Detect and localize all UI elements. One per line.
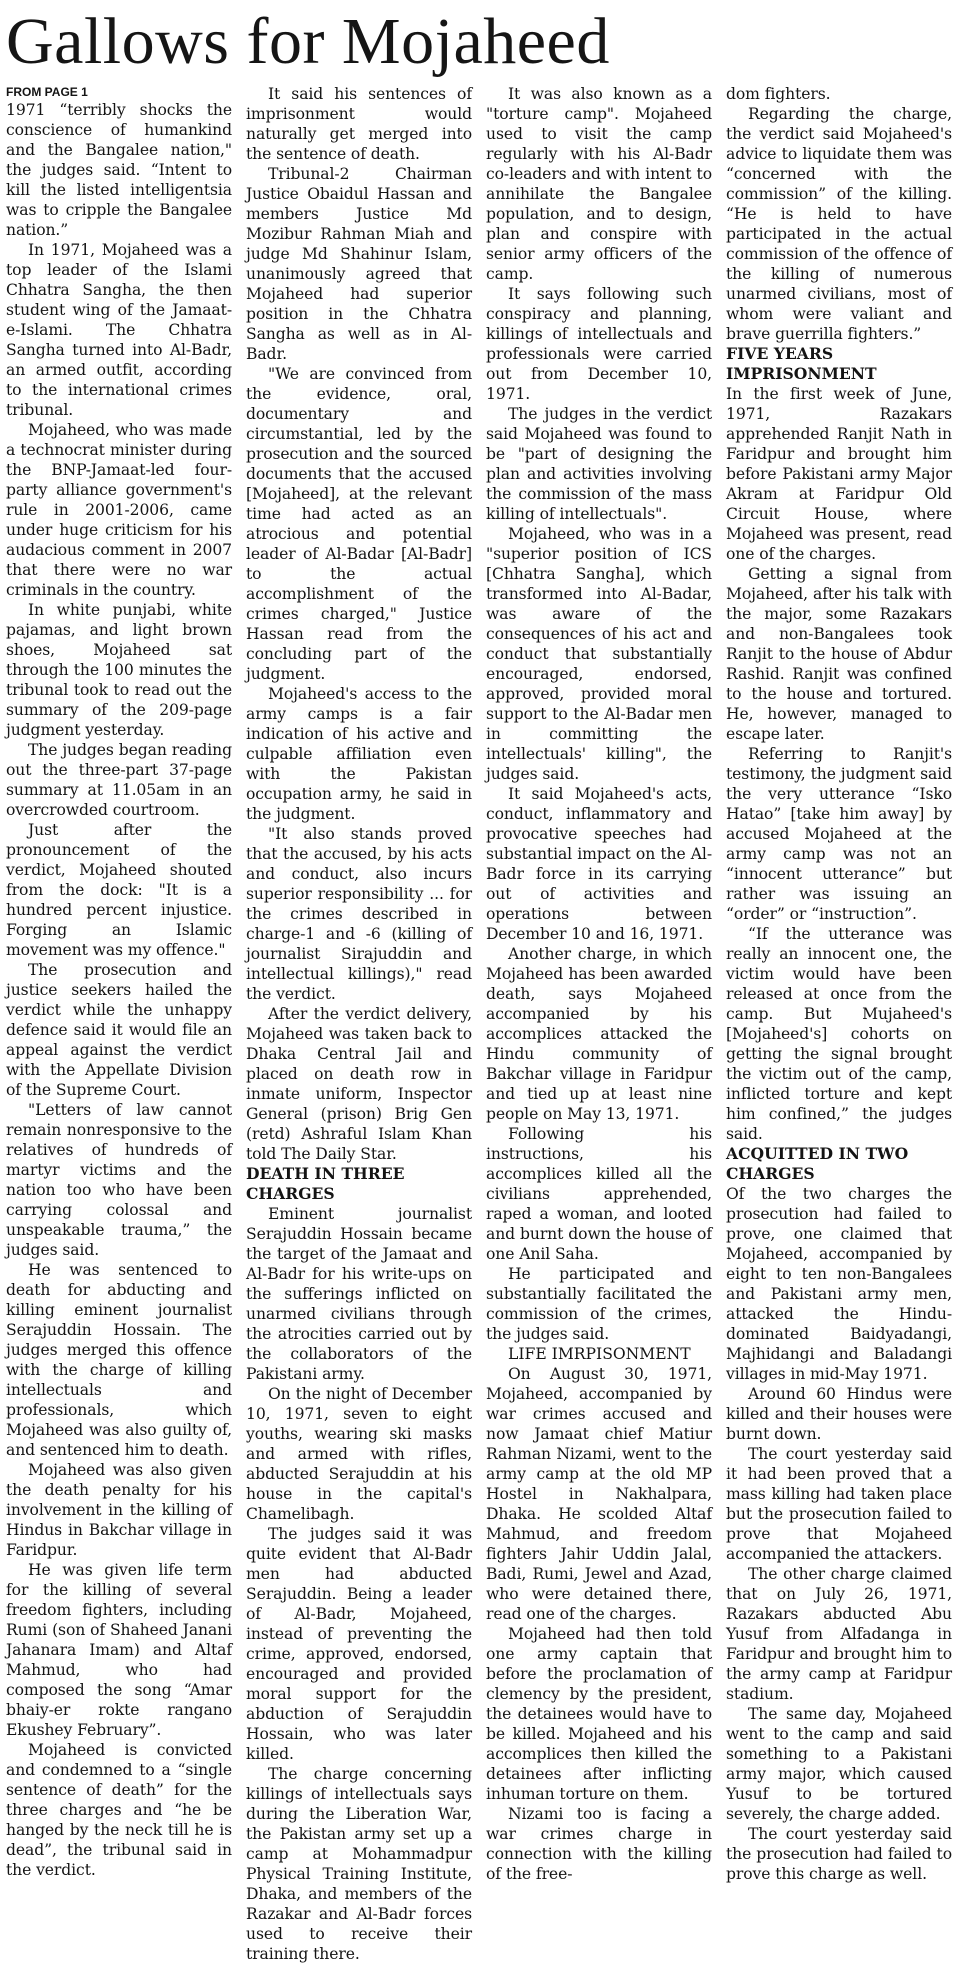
paragraph: The charge concerning killings of intellectuals says during the Liberation War, the Pakistan army set up a camp at Mohammadpur Physical Training Institute, Dhaka, and members of the Razakar and Al-Badr forces used to receive their training there. xyxy=(246,1765,472,1963)
paragraph: Eminent journalist Serajuddin Hossain became the target of the Jamaat and Al-Badr for his write-ups on the sufferings inflicted on unarmed civilians through the atrocities carried out by the collaborators of the Pakistani army. xyxy=(246,1205,472,1383)
paragraph: He was given life term for the killing of several freedom fighters, including Rumi (son of Shaheed Janani Jahanara Imam) and Altaf Mahmud, who had composed the song “Amar bhaiy-er rokte rangano Ekushey February”. xyxy=(6,1561,232,1739)
paragraph: It says following such conspiracy and planning, killings of intellectuals and professionals were carried out from December 10, 1971. xyxy=(486,285,712,403)
column-4-paragraphs-b xyxy=(726,564,952,1144)
paragraph: 1971 “terribly shocks the conscience of humankind and the Bangalee nation," the judges said. “Intent to kill the listed intelligentsia was to cripple the Bangalee nation.” xyxy=(6,101,232,239)
paragraph: Mojaheed was also given the death penalty for his involvement in the killing of Hindus in Bakchar village in Faridpur. xyxy=(6,1461,232,1559)
column-2-paragraphs-b xyxy=(246,1204,472,1964)
paragraph: Nizami too is facing a war crimes charge in connection with the killing of the free- xyxy=(486,1805,712,1883)
paragraph: "It also stands proved that the accused, by his acts and conduct, also incurs superior responsibility ... for the crimes described in charge-1 and -6 (killing of journalist Sirajuddin and intellectual killings)," read the verdict. xyxy=(246,825,472,1003)
paragraph: He participated and substantially facilitated the commission of the crimes, the judges said. xyxy=(486,1265,712,1343)
paragraph: "Letters of law cannot remain nonresponsive to the relatives of hundreds of martyr victims and the nation too who have been carrying colossal and unspeakable trauma,” the judges said. xyxy=(6,1101,232,1259)
paragraph: Just after the pronouncement of the verdict, Mojaheed shouted from the dock: "It is a hundred percent injustice. Forging an Islamic movement was my offence." xyxy=(6,821,232,959)
paragraph: “If the utterance was really an innocent one, the victim would have been released at once from the camp. But Mujaheed's [Mojaheed's] cohorts on getting the signal brought the victim out of the camp, inflicted torture and kept him confined,” the judges said. xyxy=(726,925,952,1143)
column-4-paragraphs-c xyxy=(726,1384,952,1884)
five-years-lead-paragraph: In the first week of June, 1971, Razakars apprehended Ranjit Nath in Faridpur and brought him before Pakistani army Major Akram at Faridpur Old Circuit House, where Mojaheed was present, read one of the charges. xyxy=(726,385,952,563)
column-1 xyxy=(6,84,232,1964)
paragraph: In white punjabi, white pajamas, and light brown shoes, Mojaheed sat through the 100 minutes the tribunal took to read out the summary of the 209-page judgment yesterday. xyxy=(6,601,232,739)
paragraph: It was also known as a "torture camp". Mojaheed used to visit the camp regularly with his Al-Badr co-leaders and with intent to annihilate the Bangalee population, and to design, plan and conspire with senior army officers of the camp. xyxy=(486,85,712,283)
paragraph: Referring to Ranjit's testimony, the judgment said the very utterance “Isko Hatao” [take him away] by accused Mojaheed at the army camp was not an “innocent utterance” but rather was issuing an “order” or “instruction”. xyxy=(726,745,952,923)
paragraph: Mojaheed's access to the army camps is a fair indication of his active and culpable affiliation even with the Pakistan occupation army, he said in the judgment. xyxy=(246,685,472,823)
article-body xyxy=(6,84,952,1963)
continued-from-kicker: FROM PAGE 1 xyxy=(6,85,88,99)
paragraph: The judges said it was quite evident that Al-Badr men had abducted Serajuddin. Being a leader of Al-Badr, Mojaheed, instead of preventing the crime, approved, endorsed, encouraged and provided moral support for the abduction of Serajuddin Hossain, who was later killed. xyxy=(246,1525,472,1763)
paragraph: Mojaheed had then told one army captain that before the proclamation of clemency by the president, the detainees would have to be killed. Mojaheed and his accomplices then killed the detainees after inflicting inhuman torture on them. xyxy=(486,1625,712,1803)
paragraph: In 1971, Mojaheed was a top leader of the Islami Chhatra Sangha, the then student wing of the Jamaat-e-Islami. The Chhatra Sangha turned into Al-Badr, an armed outfit, according to the international crimes tribunal. xyxy=(6,241,232,419)
paragraph: Getting a signal from Mojaheed, after his talk with the major, some Razakars and non-Bangalees took Ranjit to the house of Abdur Rashid. Ranjit was confined to the house and tortured. He, however, managed to escape later. xyxy=(726,565,952,743)
paragraph: The judges began reading out the three-part 37-page summary at 11.05am in an overcrowded courtroom. xyxy=(6,741,232,819)
paragraph: Mojaheed, who was in a "superior position of ICS [Chhatra Sangha], which transformed into Al-Badar, was aware of the consequences of his act and conduct that substantially encouraged, endorsed, approved, provided moral support to the Al-Badar men in committing the intellectuals' killing", the judges said. xyxy=(486,525,712,783)
continued-paragraph: dom fighters. xyxy=(726,85,831,103)
column-3-paragraphs-a xyxy=(486,84,712,1344)
subhead-death-in-three-charges: DEATH IN THREE CHARGES xyxy=(246,1164,405,1203)
paragraph: It said Mojaheed's acts, conduct, inflammatory and provocative speeches had substantial impact on the Al-Badr force in its carrying out of activities and operations between December 10 and 16, 1971. xyxy=(486,785,712,943)
paragraph: The court yesterday said it had been proved that a mass killing had taken place but the prosecution failed to prove that Mojaheed accompanied the attackers. xyxy=(726,1445,952,1563)
paragraph: Mojaheed is convicted and condemned to a “single sentence of death” for the three charges and “he be hanged by the neck till he is dead”, the tribunal said in the verdict. xyxy=(6,1741,232,1879)
paragraph: The same day, Mojaheed went to the camp and said something to a Pakistani army major, which caused Yusuf to be tortured severely, the charge added. xyxy=(726,1705,952,1823)
paragraph: The prosecution and justice seekers hailed the verdict while the unhappy defence said it would file an appeal against the verdict with the Appellate Division of the Supreme Court. xyxy=(6,961,232,1099)
paragraph: Mojaheed, who was made a technocrat minister during the BNP-Jamaat-led four-party alliance government's rule in 2001-2006, came under huge criticism for his audacious comment in 2007 that there were no war criminals in the country. xyxy=(6,421,232,599)
paragraph: He was sentenced to death for abducting and killing eminent journalist Serajuddin Hossain. The judges merged this offence with the charge of killing intellectuals and professionals, which Mojaheed was also guilty of, and sentenced him to death. xyxy=(6,1261,232,1459)
paragraph: Around 60 Hindus were killed and their houses were burnt down. xyxy=(726,1385,952,1443)
paragraph: The judges in the verdict said Mojaheed was found to be "part of designing the plan and activities involving the commission of the mass killing of intellectuals". xyxy=(486,405,712,523)
paragraph: After the verdict delivery, Mojaheed was taken back to Dhaka Central Jail and placed on death row in inmate uniform, Inspector General (prison) Brig Gen (retd) Ashraful Islam Khan told The Daily Star. xyxy=(246,1005,472,1163)
column-4 xyxy=(726,84,952,1964)
column-3 xyxy=(486,84,712,1964)
paragraph: The other charge claimed that on July 26, 1971, Razakars abducted Abu Yusuf from Alfadanga in Faridpur and brought him to the army camp at Faridpur stadium. xyxy=(726,1565,952,1703)
paragraph: The court yesterday said the prosecution had failed to prove this charge as well. xyxy=(726,1825,952,1883)
paragraph: Another charge, in which Mojaheed has been awarded death, says Mojaheed accompanied by his accomplices attacked the Hindu community of Bakchar village in Faridpur and tied up at least nine people on May 13, 1971. xyxy=(486,945,712,1123)
paragraph: On the night of December 10, 1971, seven to eight youths, wearing ski masks and armed with rifles, abducted Serajuddin at his house in the capital's Chamelibagh. xyxy=(246,1385,472,1523)
paragraph: On August 30, 1971, Mojaheed, accompanied by war crimes accused and now Jamaat chief Matiur Rahman Nizami, went to the army camp at the old MP Hostel in Nakhalpara, Dhaka. He scolded Altaf Mahmud, and freedom fighters Jahir Uddin Jalal, Badi, Rumi, Jewel and Azad, who were detained there, read one of the charges. xyxy=(486,1365,712,1623)
paragraph: Regarding the charge, the verdict said Mojaheed's advice to liquidate them was “concerned with the commission” of the killing. “He is held to have participated in the actual commission of the offence of the killing of numerous unarmed civilians, most of whom were valiant and brave guerrilla fighters.” xyxy=(726,105,952,343)
column-2 xyxy=(246,84,472,1964)
subhead-life-imprisonment: LIFE IMRPISONMENT xyxy=(508,1345,691,1363)
column-3-paragraphs-b xyxy=(486,1364,712,1884)
paragraph: "We are convinced from the evidence, oral, documentary and circumstantial, led by the prosecution and the sourced documents that the accused [Mojaheed], at the relevant time had acted as an atrocious and potential leader of Al-Badar [Al-Badr] to the actual accomplishment of the crimes charged," Justice Hassan read from the concluding part of the judgment. xyxy=(246,365,472,683)
acquitted-lead-paragraph: Of the two charges the prosecution had failed to prove, one claimed that Mojaheed, accompanied by eight to ten non-Bangalees and Pakistani army men, attacked the Hindu-dominated Baidyadangi, Majhidangi and Baladangi villages in mid-May 1971. xyxy=(726,1185,952,1383)
column-2-paragraphs-a xyxy=(246,84,472,1164)
paragraph: Following his instructions, his accomplices killed all the civilians apprehended, raped a woman, and looted and burnt down the house of one Anil Saha. xyxy=(486,1125,712,1263)
headline: Gallows for Mojaheed xyxy=(6,5,610,78)
subhead-five-years-imprisonment: FIVE YEARS IMPRISONMENT xyxy=(726,344,877,383)
column-4-paragraphs-a xyxy=(726,104,952,344)
subhead-acquitted-in-two-charges: ACQUITTED IN TWO CHARGES xyxy=(726,1144,909,1183)
column-1-paragraphs xyxy=(6,100,232,1880)
paragraph: It said his sentences of imprisonment would naturally get merged into the sentence of death. xyxy=(246,85,472,163)
paragraph: Tribunal-2 Chairman Justice Obaidul Hassan and members Justice Md Mozibur Rahman Miah and judge Md Shahinur Islam, unanimously agreed that Mojaheed had superior position in the Chhatra Sangha as well as in Al-Badr. xyxy=(246,165,472,363)
